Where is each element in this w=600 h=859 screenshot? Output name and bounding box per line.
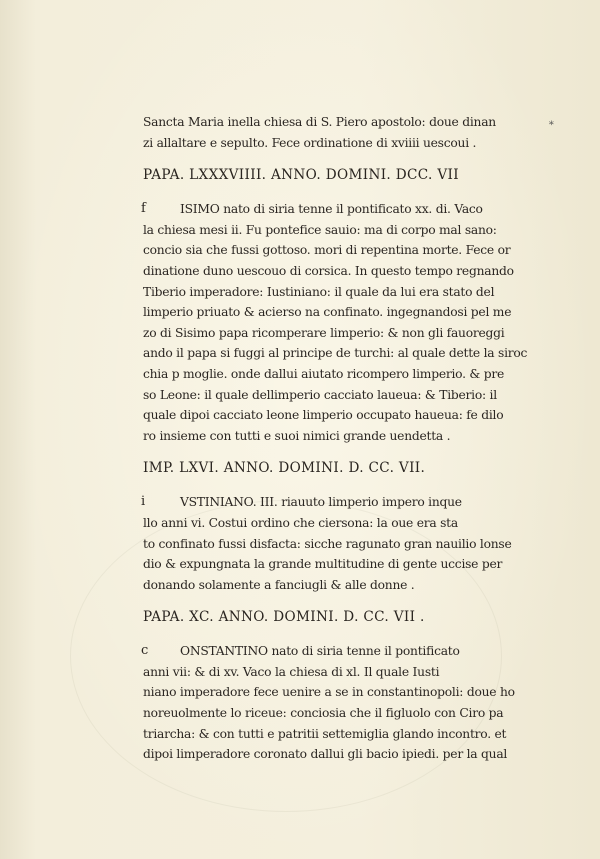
text-line — [143, 641, 533, 662]
text-line: Sancta Maria inella chiesa di S. Piero apostolo: doue dinan — [143, 115, 496, 129]
section-heading: PAPA. XC. ANNO. DOMINI. D. CC. VII . — [143, 609, 425, 626]
text-block — [143, 112, 533, 765]
text-line: triarcha: & con tutti e patritii settemiglia glando incontro. et — [143, 726, 507, 741]
text-line: zo di Sisimo papa ricomperare limperio: & non gli fauoreggi — [143, 325, 505, 340]
spacer — [143, 186, 533, 199]
text-line: noreuolmente lo riceue: conciosia che il figluolo con Ciro pa — [143, 706, 504, 721]
spacer — [143, 153, 533, 164]
text-line — [143, 492, 533, 513]
text-fragment — [143, 112, 533, 153]
text-line-content: ONSTANTINO nato di siria tenne il pontificato — [180, 644, 460, 659]
text-line: dipoi limperadore coronato dallui gli bacio ipiedi. per la qual — [143, 747, 508, 762]
spacer — [143, 628, 533, 641]
text-line: llo anni vi. Costui ordino che ciersona: la oue era sta — [143, 515, 458, 530]
paragraph — [143, 492, 533, 595]
text-line: anni vii: & di xv. Vaco la chiesa di xl. Il quale Iusti — [143, 664, 440, 679]
section-heading: PAPA. LXXXVIIII. ANNO. DOMINI. DCC. VII — [143, 167, 459, 184]
initial-letter: i — [141, 494, 145, 510]
text-line: quale dipoi cacciato leone limperio occupato haueua: fe dilo — [143, 408, 504, 423]
text-line: Tiberio imperadore: Iustiniano: il quale da lui era stato del — [143, 284, 495, 299]
spacer — [143, 479, 533, 492]
spacer — [143, 595, 533, 606]
text-line: limperio priuato & acierso na confinato. ingegnandosi pel me — [143, 305, 512, 320]
text-line: ro insieme con tutti e suoi nimici grande uendetta . — [143, 428, 451, 443]
text-line: niano imperadore fece uenire a se in constantinopoli: doue ho — [143, 685, 515, 700]
text-line: dinatione duno uescouo di corsica. In questo tempo regnando — [143, 263, 514, 278]
initial-letter: f — [141, 201, 146, 217]
section-heading: IMP. LXVI. ANNO. DOMINI. D. CC. VII. — [143, 460, 426, 477]
text-line: donando solamente a fanciugli & alle donne . — [143, 577, 415, 592]
text-line: concio sia che fussi gottoso. mori di repentina morte. Fece or — [143, 243, 511, 258]
text-line: to confinato fussi disfacta: sicche ragunato gran nauilio lonse — [143, 536, 512, 551]
spacer — [143, 446, 533, 457]
text-line: la chiesa mesi ii. Fu pontefice sauio: ma di corpo mal sano: — [143, 222, 497, 237]
text-line: so Leone: il quale dellimperio cacciato laueua: & Tiberio: il — [143, 387, 497, 402]
paragraph — [143, 199, 533, 446]
text-line-content: ISIMO nato di siria tenne il pontificato xx. di. Vaco — [180, 202, 483, 217]
text-line: ando il papa si fuggi al principe de turchi: al quale dette la siroc — [143, 346, 528, 361]
text-line: zi allaltare e sepulto. Fece ordinatione di xviiii uescoui . — [143, 135, 477, 150]
initial-letter: c — [141, 643, 149, 659]
text-line: chia p moglie. onde dallui aiutato ricompero limperio. & pre — [143, 366, 505, 381]
ink-mark: ∗ — [548, 118, 555, 129]
paragraph — [143, 641, 533, 765]
text-line — [143, 199, 533, 220]
text-line: dio & expungnata la grande multitudine di gente uccise per — [143, 557, 503, 572]
text-line-content: VSTINIANO. III. riauuto limperio impero inque — [180, 495, 462, 510]
